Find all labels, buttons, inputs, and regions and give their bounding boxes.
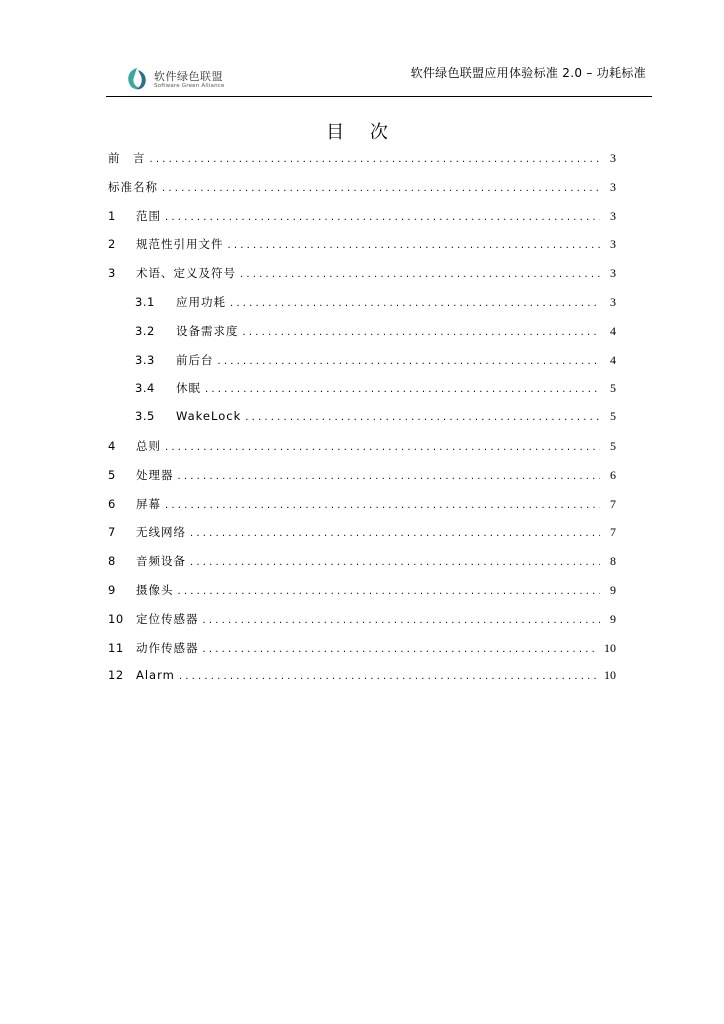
toc-entry[interactable]	[108, 265, 616, 287]
leaf-logo-icon	[124, 66, 150, 92]
toc-entry-label: 范围	[136, 208, 161, 223]
toc-entry-label: 前后台	[176, 352, 214, 367]
toc-entry[interactable]	[108, 496, 616, 518]
toc-entry-page: 3	[610, 179, 616, 194]
toc-entry-page: 10	[604, 668, 616, 683]
toc-entry-number: 4	[108, 439, 116, 453]
toc-entry-page: 6	[610, 467, 616, 482]
toc-entry[interactable]	[108, 323, 616, 345]
toc-entry[interactable]	[108, 294, 616, 316]
toc-heading: 目 次	[326, 122, 398, 143]
toc-entry[interactable]	[108, 179, 616, 201]
toc-entry-label: 处理器	[136, 467, 174, 482]
toc-entry-label: 设备需求度	[176, 323, 239, 338]
dot-leader	[178, 471, 601, 482]
toc-entry-page: 3	[610, 295, 616, 309]
toc-entry[interactable]	[108, 409, 616, 431]
toc-entry-label: 应用功耗	[176, 295, 226, 309]
toc-entry-page: 9	[610, 611, 616, 626]
dot-leader	[165, 212, 600, 223]
toc-entry-label: 动作传感器	[136, 640, 199, 655]
toc-entry-number: 3.2	[135, 323, 155, 338]
toc-entry[interactable]	[108, 380, 616, 402]
toc-entry-number: 10	[108, 611, 124, 626]
page-header	[106, 60, 652, 97]
dot-leader	[230, 298, 600, 309]
toc-entry-label: 前 言	[108, 151, 146, 165]
alliance-logo	[124, 66, 254, 94]
toc-entry-number: 3.3	[135, 352, 155, 367]
toc-entry-label: 标准名称	[108, 179, 158, 194]
dot-leader	[205, 384, 600, 395]
toc-entry[interactable]	[108, 524, 616, 546]
toc-entry[interactable]	[108, 640, 616, 662]
toc-entry[interactable]	[108, 668, 616, 690]
logo-name: 软件绿色联盟	[154, 70, 223, 83]
toc-entry[interactable]	[108, 150, 616, 172]
toc-entry-number: 11	[108, 640, 124, 655]
toc-entry[interactable]	[108, 582, 616, 604]
toc-entry[interactable]	[108, 236, 616, 258]
toc-entry-label: 休眠	[176, 381, 201, 396]
dot-leader	[165, 442, 600, 453]
dot-leader	[228, 240, 601, 251]
toc-entry-label: 屏幕	[136, 496, 161, 511]
toc-entry-label: 摄像头	[136, 583, 174, 597]
toc-entry-page: 8	[610, 554, 616, 569]
dot-leader	[150, 154, 601, 165]
dot-leader	[240, 269, 600, 280]
dot-leader	[162, 183, 600, 194]
toc-entry-number: 1	[108, 208, 116, 223]
toc-entry-label: Alarm	[136, 668, 175, 683]
toc-entry-page: 7	[610, 496, 616, 511]
toc-entry-page: 5	[610, 409, 616, 424]
toc-entry-number: 3.4	[135, 381, 155, 396]
toc-entry-number: 6	[108, 496, 116, 511]
toc-entry-page: 3	[610, 208, 616, 223]
toc-entry[interactable]	[108, 208, 616, 230]
dot-leader	[203, 644, 599, 655]
toc-entry-number: 7	[108, 525, 116, 540]
toc-entry-label: 无线网络	[136, 525, 186, 540]
toc-entry[interactable]	[108, 611, 616, 633]
toc-entry-label: 总则	[136, 439, 161, 453]
dot-leader	[190, 557, 600, 568]
toc-entry[interactable]	[108, 438, 616, 460]
toc-entry-label: 音频设备	[136, 554, 186, 569]
toc-entry-number: 3.5	[135, 409, 155, 424]
toc-entry[interactable]	[108, 352, 616, 374]
toc-entry-number: 2	[108, 237, 116, 252]
toc-entry-label: 术语、定义及符号	[136, 266, 236, 281]
toc-entry-page: 3	[610, 237, 616, 252]
toc-entry-page: 7	[610, 525, 616, 540]
toc-entry-number: 3.1	[135, 295, 155, 309]
toc-entry-number: 3	[108, 266, 116, 281]
dot-leader	[203, 615, 601, 626]
toc-entry-number: 9	[108, 583, 116, 597]
toc-entry[interactable]	[108, 467, 616, 489]
toc-entry-page: 3	[610, 266, 616, 281]
toc-entry-page: 5	[610, 381, 616, 396]
dot-leader	[165, 500, 600, 511]
toc-entry[interactable]	[108, 553, 616, 575]
toc-entry-page: 9	[610, 583, 616, 597]
dot-leader	[218, 356, 601, 367]
toc-entry-number: 12	[108, 668, 124, 683]
dot-leader	[190, 528, 600, 539]
toc-entry-page: 10	[604, 640, 616, 655]
toc-entry-label: WakeLock	[176, 409, 242, 424]
toc-entry-page: 5	[610, 439, 616, 453]
dot-leader	[178, 586, 601, 597]
toc-entry-label: 规范性引用文件	[136, 237, 224, 252]
dot-leader	[243, 327, 601, 338]
logo-subtitle: Software Green Alliance	[154, 83, 225, 89]
toc-entry-number: 8	[108, 554, 116, 569]
toc-entry-number: 5	[108, 467, 116, 482]
document-title: 软件绿色联盟应用体验标准 2.0 – 功耗标准	[410, 66, 646, 80]
toc-entry-page: 4	[610, 352, 616, 367]
toc-entry-page: 4	[610, 323, 616, 338]
dot-leader	[245, 412, 600, 423]
dot-leader	[179, 671, 598, 682]
toc-entry-label: 定位传感器	[136, 611, 199, 626]
toc-entry-page: 3	[610, 151, 616, 165]
